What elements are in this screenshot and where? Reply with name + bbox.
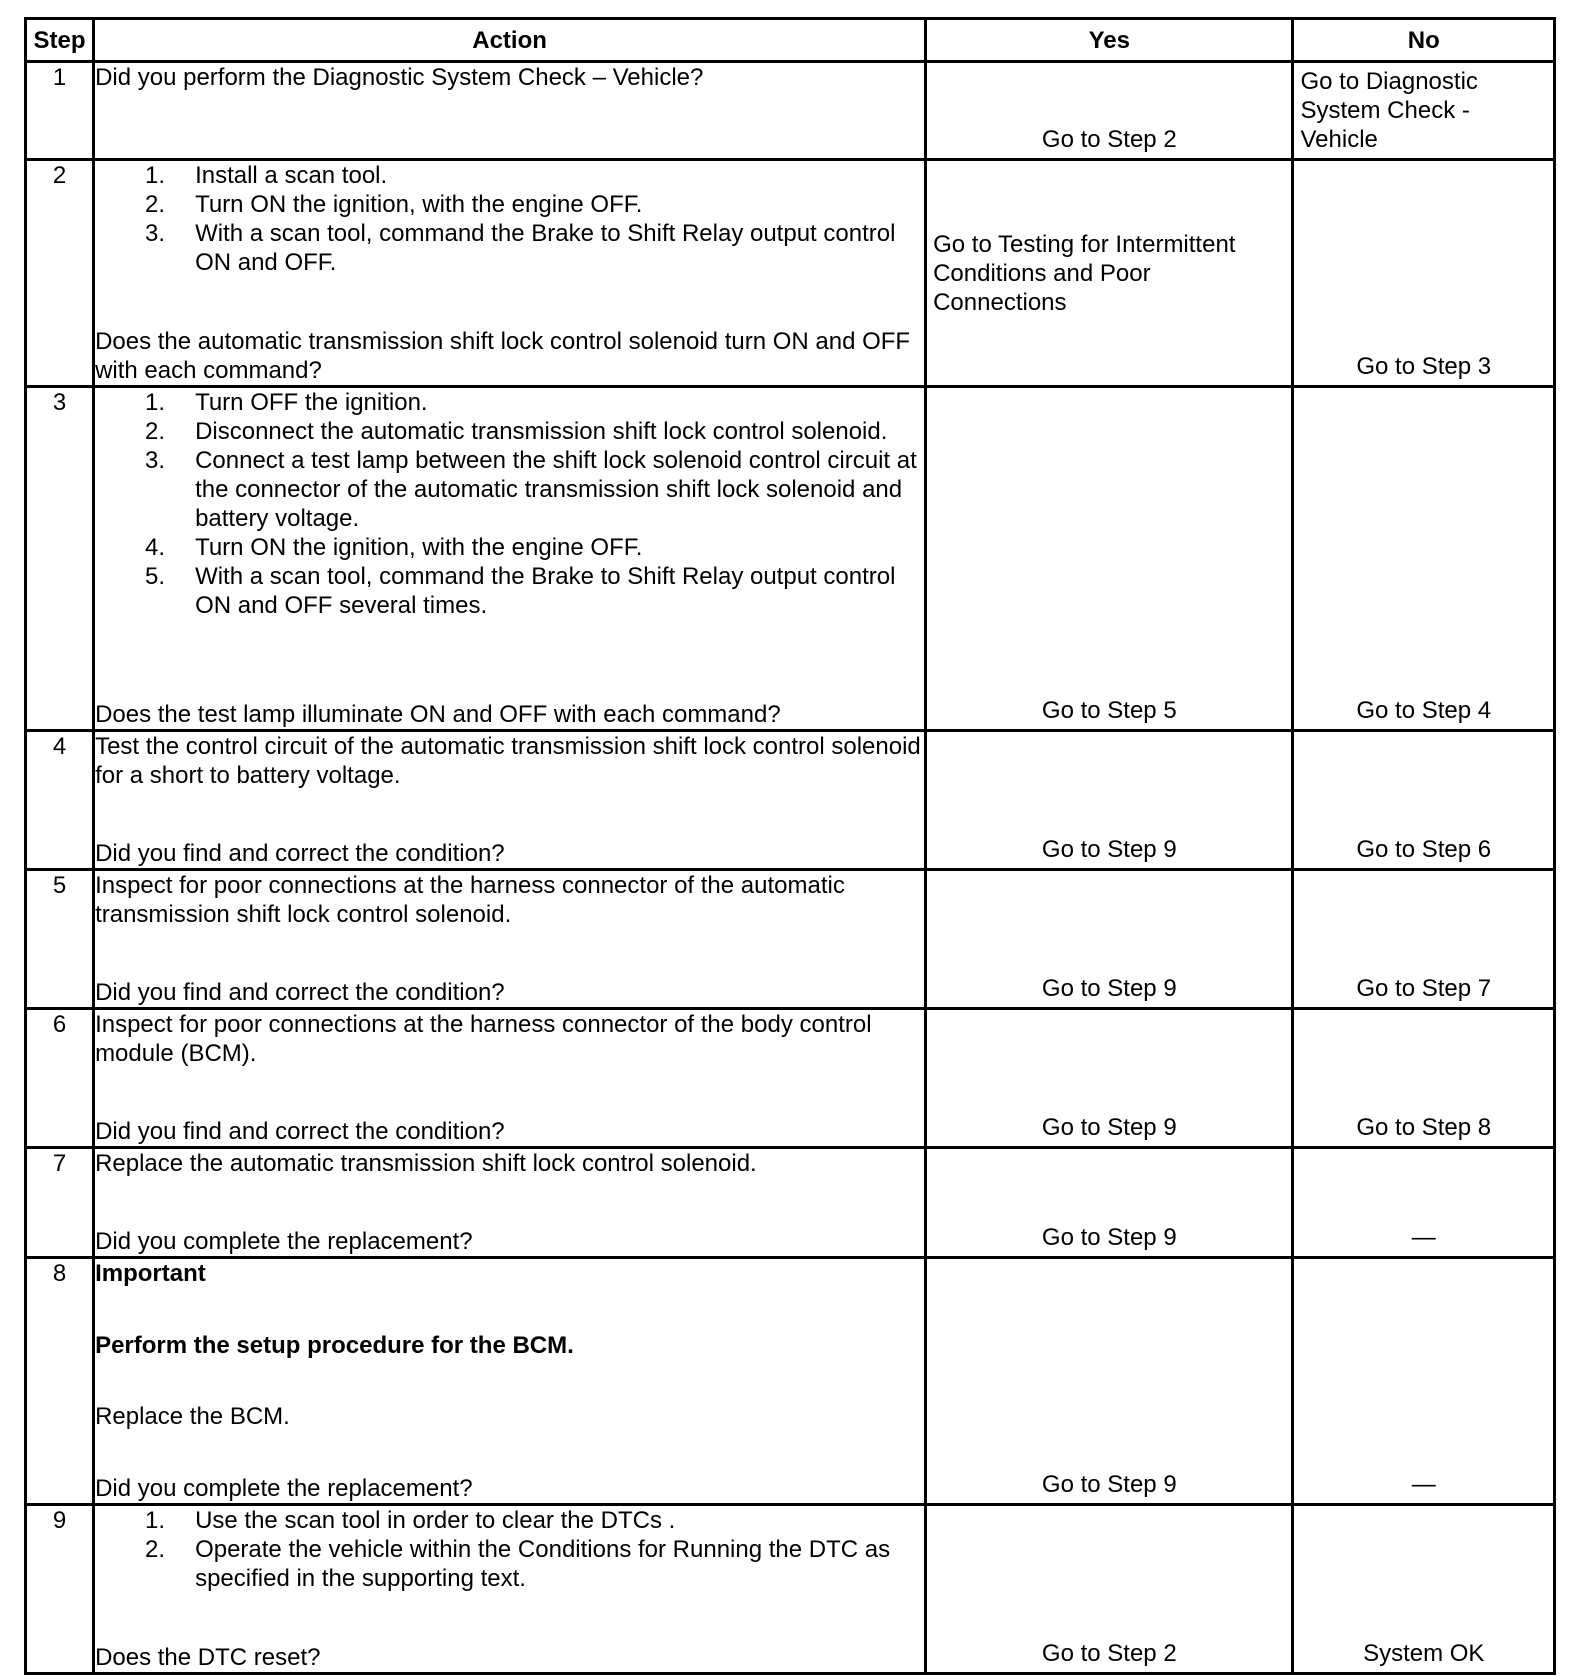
header-action: Action <box>94 19 926 62</box>
table-row <box>26 1258 1555 1505</box>
yes-result: Go to Step 9 <box>1041 975 1177 1002</box>
question-text: Does the DTC reset? <box>95 1644 321 1671</box>
table-row <box>26 62 1555 160</box>
action-text: Test the control circuit of the automatic transmission shift lock control solenoid for a short to battery voltage. <box>95 733 921 789</box>
no-cell <box>1293 387 1555 731</box>
no-result: — <box>1411 1471 1436 1498</box>
action-cell <box>94 1258 926 1505</box>
header-yes: Yes <box>926 19 1293 62</box>
important-label: Important <box>95 1260 206 1287</box>
question-text: Does the automatic transmission shift lock control solenoid turn ON and OFF with each command? <box>95 328 911 384</box>
step-number: 4 <box>26 731 94 870</box>
step-number: 3 <box>26 387 94 731</box>
important-text: Perform the setup procedure for the BCM. <box>95 1331 574 1359</box>
numbered-list <box>95 161 924 277</box>
table-row <box>26 870 1555 1009</box>
action-cell <box>94 62 926 160</box>
yes-cell <box>926 1009 1293 1148</box>
yes-result: Go to Testing for Intermittent Conditions and Poor Connections <box>933 230 1236 316</box>
list-item: 5. With a scan tool, command the Brake to Shift Relay output control ON and OFF several times. <box>145 563 896 619</box>
table-row <box>26 1505 1555 1674</box>
yes-cell <box>926 870 1293 1009</box>
diagnostic-table <box>24 17 1556 1675</box>
no-cell <box>1293 870 1555 1009</box>
action-cell <box>94 1148 926 1258</box>
header-row <box>26 19 1555 62</box>
action-text: Replace the automatic transmission shift lock control solenoid. <box>95 1150 757 1177</box>
no-result: Go to Step 3 <box>1356 353 1492 380</box>
list-item: 1. Turn OFF the ignition. <box>145 389 428 416</box>
question-text: Did you find and correct the condition? <box>95 979 505 1006</box>
action-text: Inspect for poor connections at the harness connector of the body control module (BCM). <box>95 1011 872 1067</box>
no-cell <box>1293 1258 1555 1505</box>
list-item: 1. Use the scan tool in order to clear the DTCs . <box>145 1507 676 1534</box>
yes-cell <box>926 160 1293 387</box>
table-row <box>26 731 1555 870</box>
list-item: 3. With a scan tool, command the Brake to Shift Relay output control ON and OFF. <box>145 220 896 276</box>
yes-result: Go to Step 2 <box>1041 1640 1177 1667</box>
no-result: Go to Step 8 <box>1356 1114 1492 1141</box>
action-text: Replace the BCM. <box>95 1403 290 1431</box>
action-text: Did you perform the Diagnostic System Check – Vehicle? <box>95 64 704 91</box>
list-item: 4. Turn ON the ignition, with the engine OFF. <box>145 534 643 561</box>
action-cell <box>94 1009 926 1148</box>
list-item: 1. Install a scan tool. <box>145 162 388 189</box>
table-row <box>26 1009 1555 1148</box>
step-number: 2 <box>26 160 94 387</box>
no-result: Go to Diagnostic System Check - Vehicle <box>1300 68 1478 153</box>
yes-result: Go to Step 5 <box>1041 697 1177 724</box>
table-row <box>26 387 1555 731</box>
table-row <box>26 1148 1555 1258</box>
step-number: 8 <box>26 1258 94 1505</box>
action-cell <box>94 160 926 387</box>
yes-cell <box>926 1505 1293 1674</box>
step-number: 1 <box>26 62 94 160</box>
yes-result: Go to Step 9 <box>1041 1224 1177 1251</box>
action-cell <box>94 1505 926 1674</box>
yes-cell <box>926 731 1293 870</box>
no-result: Go to Step 7 <box>1356 975 1492 1002</box>
no-cell <box>1293 1148 1555 1258</box>
yes-result: Go to Step 9 <box>1041 1471 1177 1498</box>
yes-cell <box>926 1148 1293 1258</box>
list-item: 3. Connect a test lamp between the shift lock solenoid control circuit at the connector of the automatic transmission shift lock solenoid and battery voltage. <box>145 447 917 532</box>
question-text: Did you find and correct the condition? <box>95 1118 505 1145</box>
step-number: 5 <box>26 870 94 1009</box>
question-text: Did you complete the replacement? <box>95 1475 473 1503</box>
no-cell <box>1293 160 1555 387</box>
numbered-list <box>95 388 924 620</box>
question-text: Did you complete the replacement? <box>95 1228 473 1255</box>
yes-cell <box>926 1258 1293 1505</box>
yes-result: Go to Step 9 <box>1041 1114 1177 1141</box>
step-number: 6 <box>26 1009 94 1148</box>
step-number: 9 <box>26 1505 94 1674</box>
list-item: 2. Operate the vehicle within the Conditions for Running the DTC as specified in the supporting text. <box>145 1536 891 1592</box>
numbered-list <box>95 1506 924 1593</box>
list-item: 2. Turn ON the ignition, with the engine OFF. <box>145 191 643 218</box>
question-text: Does the test lamp illuminate ON and OFF with each command? <box>95 701 781 728</box>
action-cell <box>94 870 926 1009</box>
no-cell <box>1293 62 1555 160</box>
yes-cell <box>926 387 1293 731</box>
no-result: Go to Step 6 <box>1356 836 1492 863</box>
header-no: No <box>1293 19 1555 62</box>
question-text: Did you find and correct the condition? <box>95 840 505 867</box>
no-cell <box>1293 731 1555 870</box>
step-number: 7 <box>26 1148 94 1258</box>
yes-result: Go to Step 9 <box>1041 836 1177 863</box>
no-result: System OK <box>1363 1640 1485 1667</box>
header-step: Step <box>26 19 94 62</box>
table-row <box>26 160 1555 387</box>
no-result: Go to Step 4 <box>1356 697 1492 724</box>
no-cell <box>1293 1505 1555 1674</box>
action-text: Inspect for poor connections at the harness connector of the automatic transmission shift lock control solenoid. <box>95 872 845 928</box>
list-item: 2. Disconnect the automatic transmission shift lock control solenoid. <box>145 418 888 445</box>
action-cell <box>94 387 926 731</box>
yes-cell <box>926 62 1293 160</box>
action-cell <box>94 731 926 870</box>
no-cell <box>1293 1009 1555 1148</box>
yes-result: Go to Step 2 <box>1041 126 1177 153</box>
no-result: — <box>1411 1224 1436 1251</box>
